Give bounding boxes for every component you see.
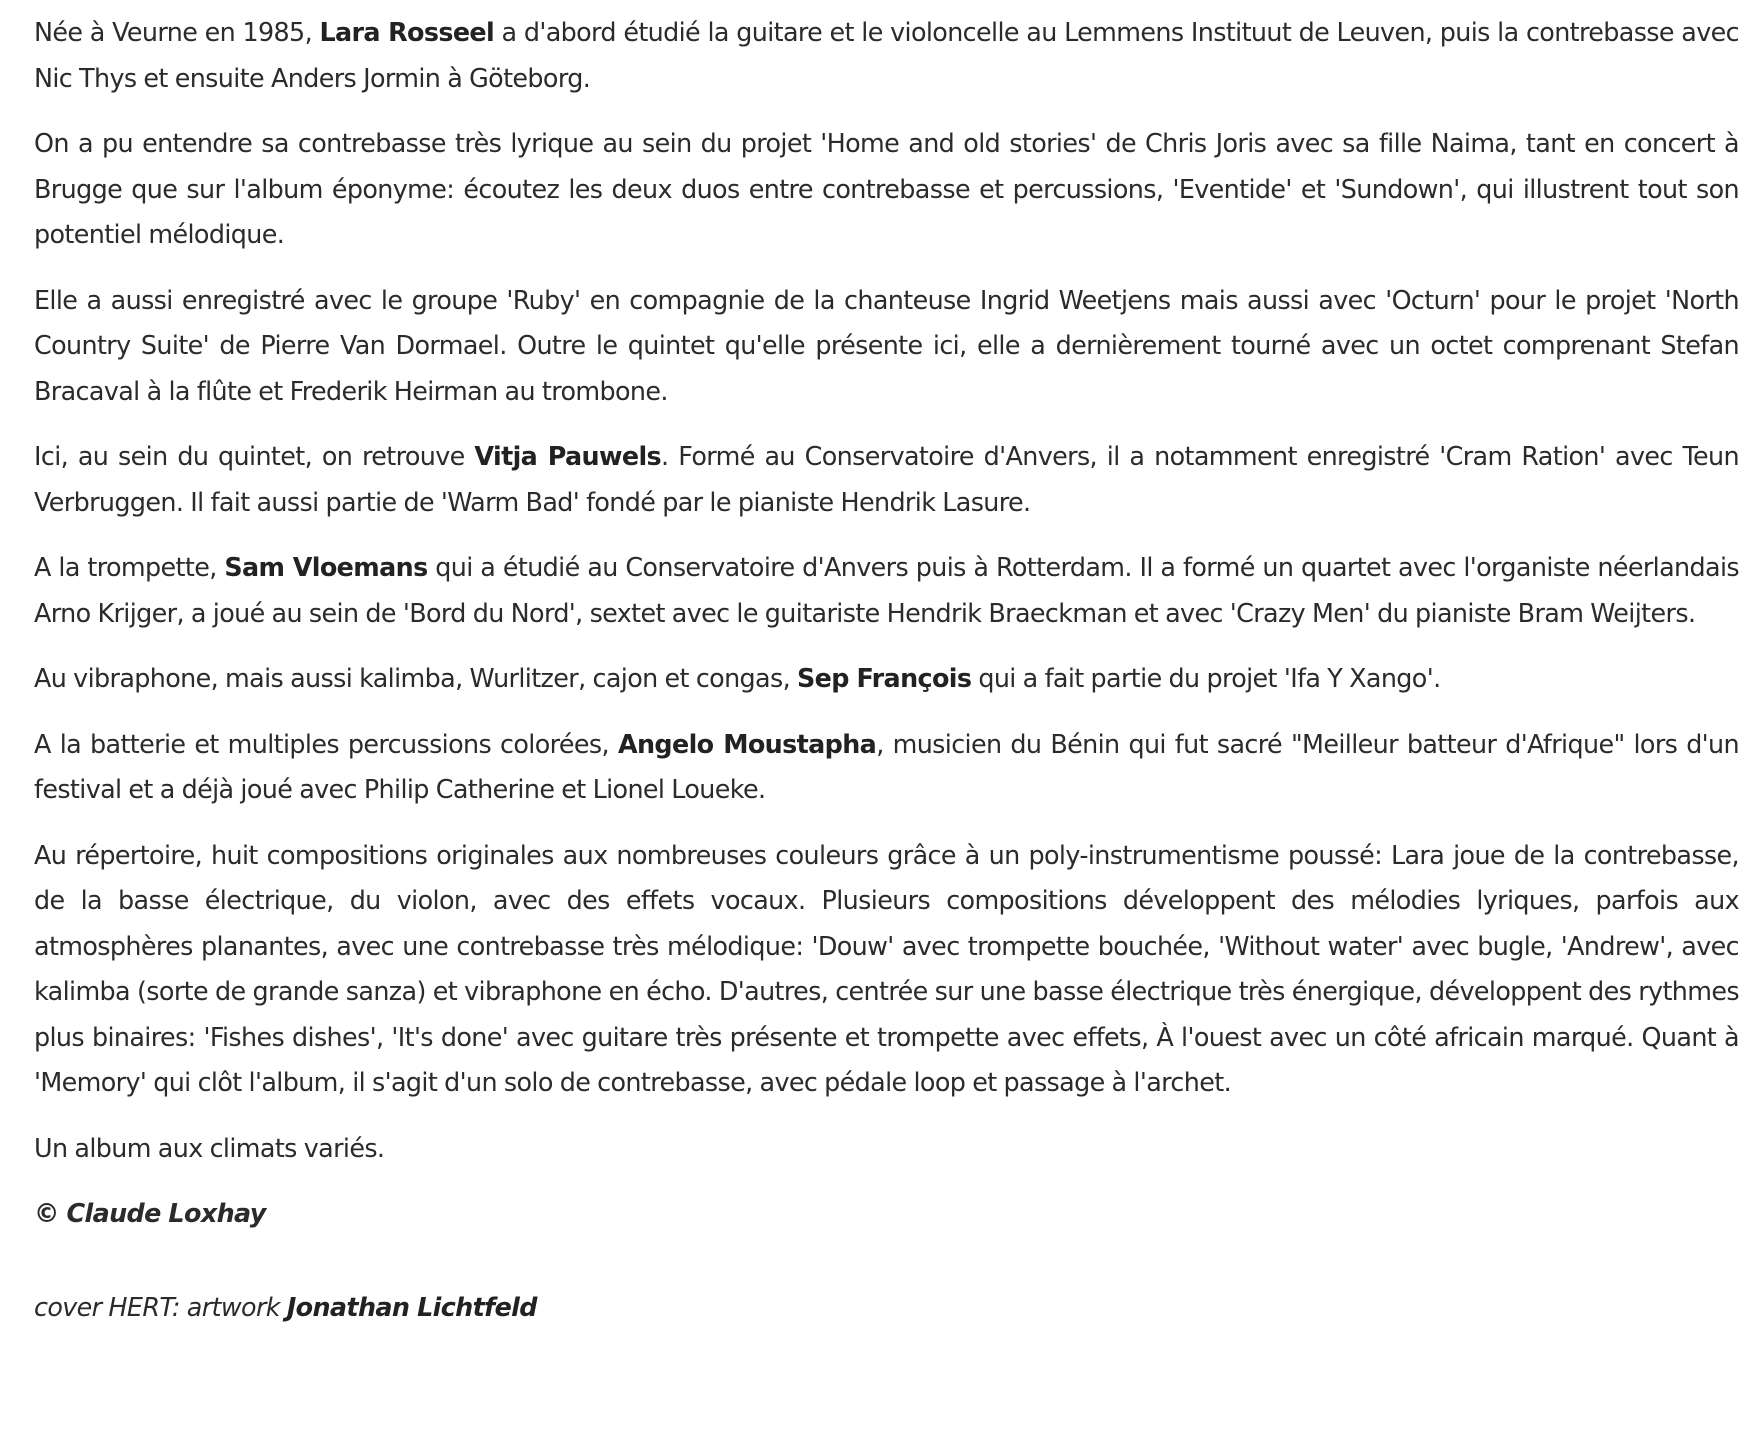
paragraph-text: . Formé au Conservatoire d'Anvers, il a notamment enregistré 'Cram Ration' avec Teun Verbruggen. Il fait aussi partie de 'Warm Bad' fondé par le pianiste Hendrik Lasure.: [34, 441, 1739, 517]
paragraph-text: On a pu entendre sa contrebasse très lyrique au sein du projet 'Home and old stories' de Chris Joris avec sa fille Naima, tant en concert à Brugge que sur l'album éponyme: écoutez les deux duos entre contrebasse et percussions, 'Eventide' et 'Sundown', qui illustrent tout son potentiel mélodique.: [34, 128, 1739, 249]
musician-name-vitja-pauwels: Vitja Pauwels: [474, 441, 662, 471]
musician-name-lara-rosseel: Lara Rosseel: [319, 17, 495, 47]
paragraph-angelo-moustapha: [34, 722, 1739, 813]
paragraph-text: Elle a aussi enregistré avec le groupe 'Ruby' en compagnie de la chanteuse Ingrid Weetjens mais aussi avec 'Octurn' pour le projet 'North Country Suite' de Pierre Van Dormael. Outre le quintet qu'elle présente ici, elle a dernièrement tourné avec un octet comprenant Stefan Bracaval à la flûte et Frederik Heirman au trombone.: [34, 284, 1739, 406]
paragraph-text: qui a fait partie du projet 'Ifa Y Xango'.: [971, 663, 1441, 693]
paragraph-projects: [34, 121, 1739, 258]
cover-credit: [34, 1285, 1739, 1331]
paragraph-text: Née à Veurne en 1985,: [34, 17, 320, 47]
copyright-author: © Claude Loxhay: [34, 1198, 266, 1228]
paragraph-sam-vloemans: [34, 545, 1739, 636]
paragraph-text: Au vibraphone, mais aussi kalimba, Wurlitzer, cajon et congas,: [34, 663, 798, 693]
paragraph-text: qui a étudié au Conservatoire d'Anvers puis à Rotterdam. Il a formé un quartet avec l'organiste néerlandais Arno Krijger, a joué au sein de 'Bord du Nord', sextet avec le guitariste Hendrik Braeckman et avec 'Crazy Men' du pianiste Bram Weijters.: [34, 552, 1739, 628]
paragraph-bio-intro: [34, 10, 1739, 101]
paragraph-text: , musicien du Bénin qui fut sacré "Meilleur batteur d'Afrique" lors d'un festival et a déjà joué avec Philip Catherine et Lionel Loueke.: [34, 728, 1739, 804]
paragraph-vitja-pauwels: [34, 434, 1739, 525]
paragraph-text: Au répertoire, huit compositions originales aux nombreuses couleurs grâce à un poly-instrumentisme poussé: Lara joue de la contrebasse, de la basse électrique, du violon, avec des effets vocaux. Plusieurs compositions développent des mélodies lyriques, parfois aux atmosphères planantes, avec une contrebasse très mélodique: 'Douw' avec trompette bouchée, 'Without water' avec bugle, 'Andrew', avec kalimba (sorte de grande sanza) et vibraphone en écho. D'autres, centrée sur une basse électrique très énergique, développent des rythmes plus binaires: 'Fishes dishes', 'It's done' avec guitare très présente et trompette avec effets, À l'ouest avec un côté africain marqué. Quant à 'Memory' qui clôt l'album, il s'agit d'un solo de contrebasse, avec pédale loop et passage à l'archet.: [34, 839, 1739, 1097]
paragraph-conclusion: [34, 1126, 1739, 1172]
paragraph-text: A la trompette,: [34, 552, 225, 582]
paragraph-text: Un album aux climats variés.: [34, 1132, 385, 1163]
paragraph-recordings: [34, 278, 1739, 415]
paragraph-text: Ici, au sein du quintet, on retrouve: [34, 441, 475, 471]
article-body: [34, 10, 1739, 1350]
paragraph-repertoire: [34, 833, 1739, 1106]
musician-name-sam-vloemans: Sam Vloemans: [224, 552, 428, 582]
musician-name-angelo-moustapha: Angelo Moustapha: [617, 728, 877, 759]
cover-credit-prefix: cover HERT: artwork: [34, 1291, 287, 1322]
paragraph-sep-francois: [34, 656, 1739, 702]
cover-artist-name: Jonathan Lichtfeld: [286, 1291, 537, 1322]
paragraph-text: a d'abord étudié la guitare et le violoncelle au Lemmens Instituut de Leuven, puis la contrebasse avec Nic Thys et ensuite Anders Jormin à Göteborg.: [34, 17, 1739, 93]
paragraph-text: A la batterie et multiples percussions colorées,: [34, 728, 618, 759]
musician-name-sep-francois: Sep François: [797, 663, 972, 693]
